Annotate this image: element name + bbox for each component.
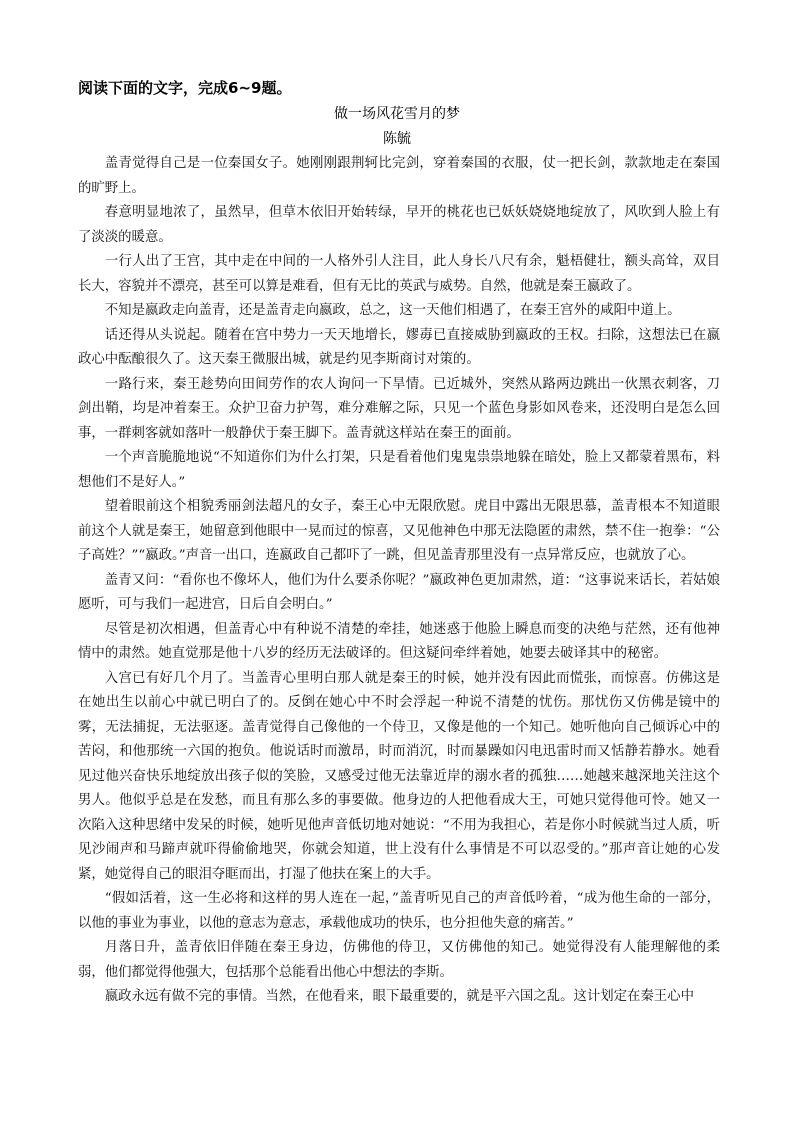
paragraph: 话还得从头说起。随着在宫中势力一天天地增长，嫪毐已直接威胁到嬴政的王权。扫除，这想法已在嬴政心中酝酿很久了。这天秦王微服出城，就是约见李斯商讨对策的。 <box>78 327 720 367</box>
paragraph: 尽管是初次相遇，但盖青心中有种说不清楚的牵挂，她迷惑于他脸上瞬息而变的决绝与茫然，还有他神情中的肃然。她直觉那是他十八岁的经历无法破译的。但这疑问牵绊着她，她要去破译其中的秘密。 <box>78 621 720 661</box>
paragraph: 春意明显地浓了，虽然早，但草木依旧开始转绿，早开的桃花也已妖妖娆娆地绽放了，风吹到人脸上有了淡淡的暖意。 <box>78 205 720 245</box>
paragraph: 盖青又问：“看你也不像坏人，他们为什么要杀你呢？”嬴政神色更加肃然，道：“这事说来话长，若姑娘愿听，可与我们一起进宫，日后自会明白。” <box>78 572 720 612</box>
paragraph: 不知是嬴政走向盖青，还是盖青走向嬴政，总之，这一天他们相遇了，在秦王宫外的咸阳中道上。 <box>104 303 681 318</box>
paragraph: 入宫已有好几个月了。当盖青心里明白那人就是秦王的时候，她并没有因此而慌张，而惊喜。仿佛这是在她出生以前心中就已明白了的。反倒在她心中不时会浮起一种说不清楚的忧伤。那忧伤又仿佛是镜中的雾，无法捕捉，无法驱逐。盖青觉得自己像他的一个侍卫，又像是他的一个知己。她听他向自己倾诉心中的苦闷，和他那统一六国的抱负。他说话时而激昂，时而消沉，时而暴躁如闪电迅雷时而又恬静若静水。她看见过他兴奋快乐地绽放出孩子似的笑脸，又感受过他无法靠近岸的溺水者的孤独……她越来越深地关注这个男人。他似乎总是在发愁，而且有那么多的事要做。他身边的人把他看成大王，可她只觉得他可怜。她又一次陷入这种思绪中发呆的时候，她听见他声音低切地对她说：“不用为我担心，若是你小时候就当过人质，听见沙闹声和马蹄声就吓得偷偷地哭，你就会知道，世上没有什么事情是不可以忍受的。”那声音让她的心发紧，她觉得自己的眼泪夺眶而出，打湿了他扶在案上的大手。 <box>78 670 720 882</box>
article-author: 陈毓 <box>383 131 411 147</box>
paragraph: 一路行来，秦王趁势向田间劳作的农人询问一下旱情。已近城外，突然从路两边跳出一伙黑衣刺客，刀剑出鞘，均是冲着秦王。众护卫奋力护驾，难分难解之际，只见一个蓝色身影如风卷来，还没明白是怎么回事，一群刺客就如落叶一般静伏于秦王脚下。盖青就这样站在秦王的面前。 <box>78 376 720 441</box>
paragraph: 盖青觉得自己是一位秦国女子。她刚刚跟荆轲比完剑，穿着秦国的衣服，仗一把长剑，款款地走在秦国的旷野上。 <box>78 156 720 196</box>
paragraph: 嬴政永远有做不完的事情。当然，在他看来，眼下最重要的，就是平六国之乱。这计划定在秦王心中 <box>104 989 694 1004</box>
question-instruction: 阅读下面的文字，完成6~9题。 <box>78 79 292 97</box>
paragraph: 一行人出了王宫，其中走在中间的一人格外引人注目，此人身长八尺有余，魁梧健壮，额头高耸，双目长大，容貌并不漂亮，甚至可以算是难看，但有无比的英武与威势。自然，他就是秦王嬴政了。 <box>78 254 720 294</box>
paragraph: “假如活着，这一生必将和这样的男人连在一起，”盖青听见自己的声音低吟着，“成为他生命的一部分，以他的事业为事业，以他的意志为意志，承载他成功的快乐，也分担他失意的痛苦。” <box>78 891 720 931</box>
article-title: 做一场风花雪月的梦 <box>334 106 460 122</box>
paragraph: 一个声音脆脆地说“不知道你们为什么打架，只是看着他们鬼鬼祟祟地躲在暗处，脸上又都蒙着黑布，料想他们不是好人。” <box>78 450 720 490</box>
paragraph: 望着眼前这个相貌秀丽剑法超凡的女子，秦王心中无限欣慰。虎目中露出无限思慕，盖青根本不知道眼前这个人就是秦王，她留意到他眼中一晃而过的惊喜，又见他神色中那无法隐匿的肃然，禁不住一抱拳：“公子高姓？”“嬴政。”声音一出口，连嬴政自己都吓了一跳，但见盖青那里没有一点异常反应，也就放了心。 <box>78 499 720 563</box>
paragraph: 月落日升，盖青依旧伴随在秦王身边，仿佛他的侍卫，又仿佛他的知己。她觉得没有人能理解他的柔弱，他们都觉得他强大，包括那个总能看出他心中想法的李斯。 <box>78 940 720 980</box>
article-body <box>78 152 720 1010</box>
